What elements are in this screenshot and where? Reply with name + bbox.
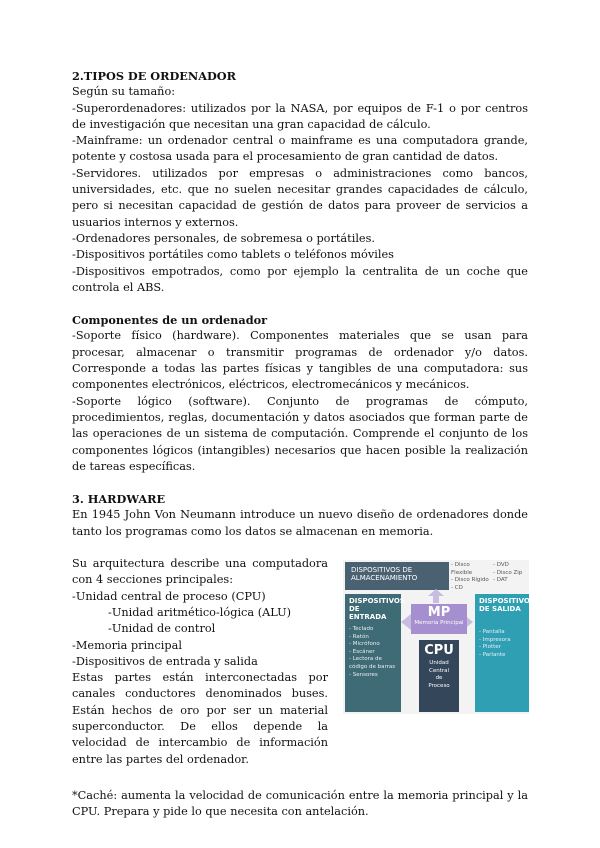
list-item: -Dispositivos de entrada y salida <box>72 654 258 668</box>
output-item: - Impresora <box>479 636 511 643</box>
architecture-block <box>72 556 535 786</box>
paragraph: -Dispositivos empotrados, como por ejemplo la centralita de un coche que controla el ABS. <box>72 264 528 294</box>
output-item: - Pantalla <box>479 629 505 636</box>
mp-box <box>411 604 467 634</box>
input-item: - Teclado <box>349 626 374 633</box>
list-item: -Unidad de control <box>108 622 216 636</box>
list-item: -Unidad central de proceso (CPU) <box>72 589 266 603</box>
storage-item: - Disco Zip <box>493 569 523 576</box>
storage-title: DISPOSITIVOS DE ALMACENAMIENTO <box>351 566 418 583</box>
architecture-text <box>72 556 328 768</box>
output-item: - Plotter <box>479 644 501 651</box>
output-title: DISPOSITIVOS DE SALIDA <box>479 597 535 614</box>
input-item: - Ratón <box>349 633 369 640</box>
input-item: - Escáner <box>349 648 375 655</box>
storage-item: - DVD <box>493 562 509 569</box>
output-list <box>479 629 525 659</box>
mp-subtitle: Memoria Principal <box>414 620 464 627</box>
paragraph: Según su tamaño: <box>72 85 176 99</box>
paragraph: -Soporte físico (hardware). Componentes materiales que se usan para procesar, almacenar o transmitir programas de ordenador y/o datos. Corresponde a todas las partes físicas y tangibles de una computadora: sus componentes electrónicos, eléctricos, electromecánicos y mecánicos. <box>72 329 528 392</box>
paragraph: -Superordenadores: utilizados por la NASA, por equipos de F-1 o por centros de investigación que necesitan una gran capacidad de cálculo. <box>72 101 528 131</box>
storage-list-b <box>493 562 529 585</box>
paragraph: Estas partes están interconectadas por canales conductores denominados buses. Están hechos de oro por ser un material superconductor. De ellos depende la velocidad de intercambio de información entre las partes del ordenador. <box>72 671 328 766</box>
storage-list-a <box>451 562 491 592</box>
output-box <box>475 594 535 712</box>
paragraph: -Dispositivos portátiles como tablets o teléfonos móviles <box>72 248 394 262</box>
cache-note: *Caché: aumenta la velocidad de comunicación entre la memoria principal y la CPU. Prepara y pide lo que necesita con antelación. <box>72 789 528 819</box>
storage-item: - Disco Rígido <box>451 577 489 584</box>
output-item: - Parlante <box>479 651 506 658</box>
input-item: - Sensores <box>349 671 378 678</box>
paragraph: -Soporte lógico (software). Conjunto de programas de cómputo, procedimientos, reglas, documentación y datos asociados que forman parte de las operaciones de un sistema de computación. Comprende el conjunto de los componentes lógicos (intangibles) necesarios que hacen posible la realización de tareas específicas. <box>72 394 528 473</box>
cpu-box <box>419 640 459 712</box>
mp-title: MP <box>427 605 451 621</box>
storage-box <box>345 562 449 590</box>
cpu-title: CPU <box>424 643 454 659</box>
paragraph: En 1945 John Von Neumann introduce un nuevo diseño de ordenadores donde tanto los programas como los datos se almacenan en memoria. <box>72 508 528 538</box>
storage-arrow-icon <box>421 588 451 604</box>
document-page <box>72 68 535 821</box>
cpu-subtitle: Unidad Central de Proceso <box>428 660 450 689</box>
storage-item: - CD <box>451 584 463 591</box>
paragraph: -Ordenadores personales, de sobremesa o portátiles. <box>72 231 376 245</box>
input-box <box>345 594 405 712</box>
storage-item: - DAT <box>493 577 508 584</box>
section2-title: Componentes de un ordenador <box>72 313 268 328</box>
paragraph: -Mainframe: un ordenador central o mainframe es una computadora grande, potente y costosa usada para el procesamiento de gran cantidad de datos. <box>72 134 528 164</box>
input-item: - Lectora de código de barras <box>349 656 396 670</box>
input-title: DISPOSITIVOS DE ENTRADA <box>349 597 405 622</box>
input-list <box>349 626 397 679</box>
section1-title: 2.TIPOS DE ORDENADOR <box>72 69 237 83</box>
storage-item: - Disco Flexible <box>451 562 473 576</box>
paragraph: Su arquitectura describe una computadora con 4 secciones principales: <box>72 557 328 587</box>
paragraph: -Servidores. utilizados por empresas o administraciones como bancos, universidades, etc. que no suelen necesitar grandes capacidades de cálculo, pero si necesitan capacidad de gestión de datos para proveer de servicios a usuarios internos y externos. <box>72 166 528 229</box>
input-item: - Micrófono <box>349 641 380 648</box>
list-item: -Memoria principal <box>72 638 182 652</box>
section3-title: 3. HARDWARE <box>72 492 166 507</box>
list-item: -Unidad aritmético-lógica (ALU) <box>108 605 292 619</box>
von-neumann-diagram <box>343 560 535 714</box>
